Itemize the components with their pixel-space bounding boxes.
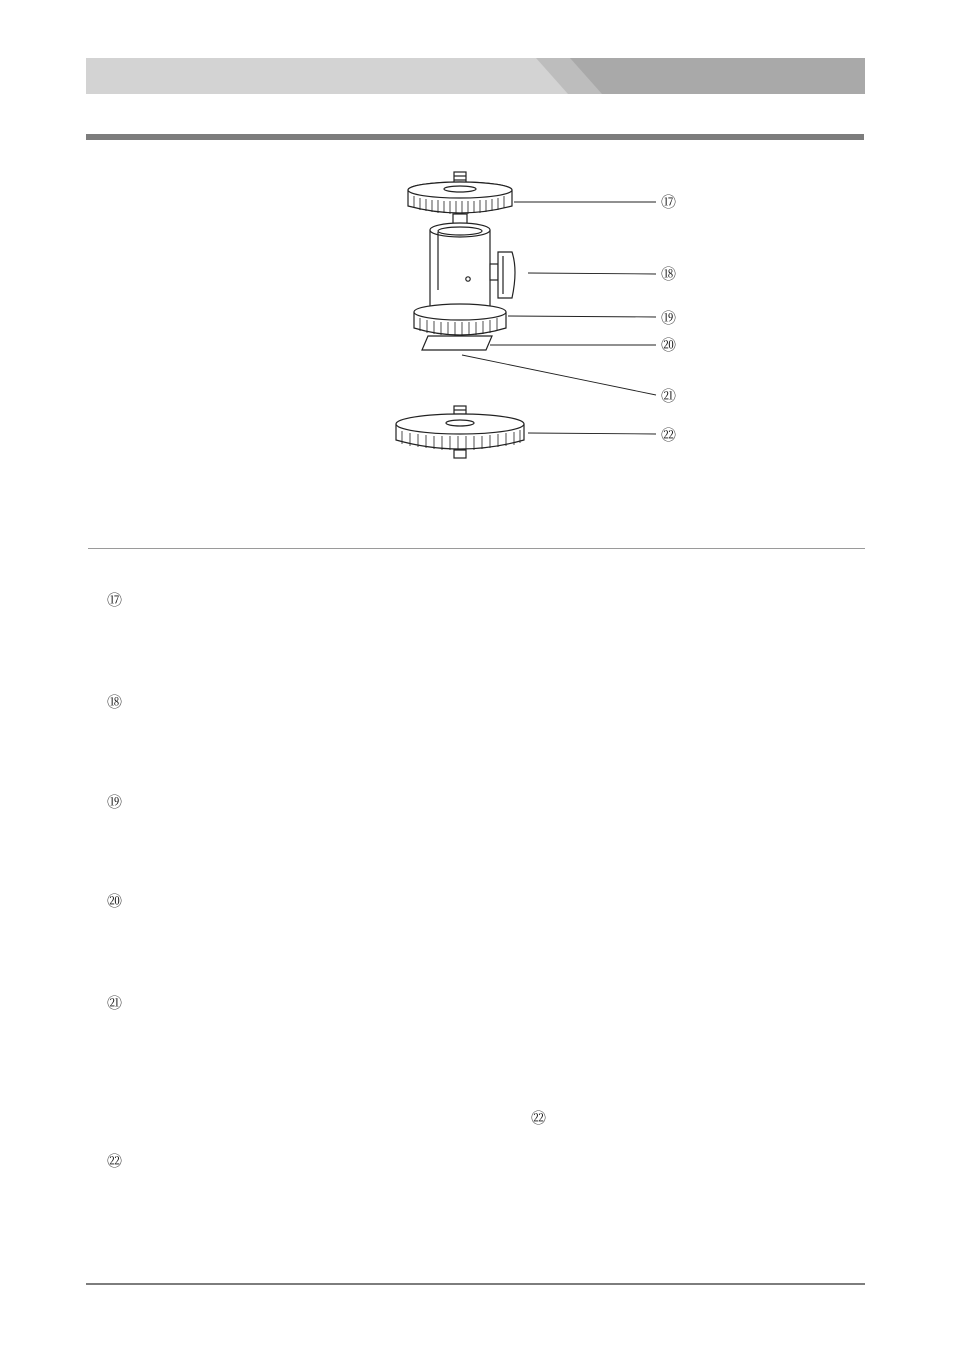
divider-rule	[88, 548, 865, 549]
callout-top-screw-knob: ⑰	[661, 193, 677, 211]
description-marker-22: ㉒	[107, 1152, 123, 1170]
section-title-rule	[86, 134, 864, 140]
callout-adapter-screw: ㉒	[661, 426, 677, 444]
description-marker-17: ⑰	[107, 591, 123, 609]
callout-shoe-base: ㉑	[661, 387, 677, 405]
inline-reference-22: ㉒	[531, 1109, 547, 1127]
description-marker-19: ⑲	[107, 793, 123, 811]
callout-lock-lever: ⑱	[661, 265, 677, 283]
description-marker-21: ㉑	[107, 994, 123, 1012]
description-marker-20: ⑳	[107, 892, 123, 910]
callout-shoe-plate: ⑳	[661, 336, 677, 354]
footer-rule	[86, 1283, 865, 1285]
description-marker-18: ⑱	[107, 693, 123, 711]
callout-lock-ring: ⑲	[661, 309, 677, 327]
ball-head-diagram	[380, 160, 700, 470]
page-header-band	[86, 58, 865, 94]
